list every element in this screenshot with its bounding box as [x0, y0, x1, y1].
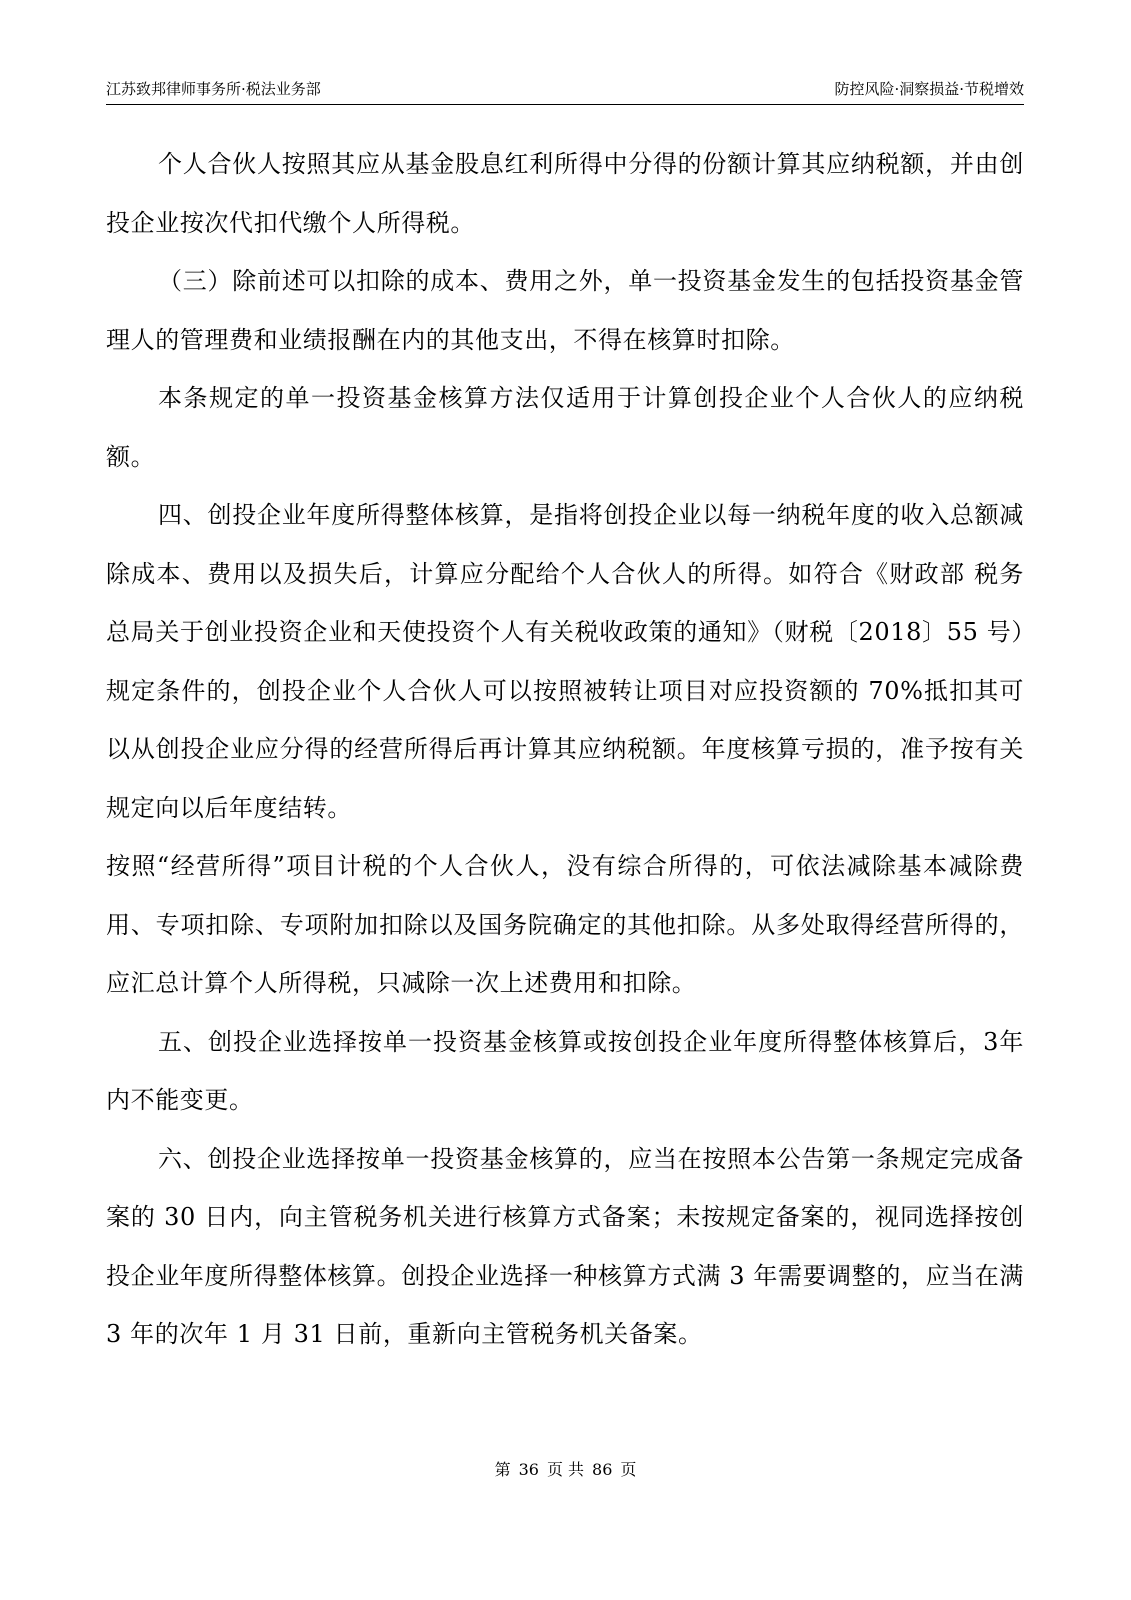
- paragraph-dividend-tax: 个人合伙人按照其应从基金股息红利所得中分得的份额计算其应纳税额，并由创投企业按次代扣代缴个人所得税。: [106, 150, 1024, 237]
- paragraph-non-deductible-expenses: （三）除前述可以扣除的成本、费用之外，单一投资基金发生的包括投资基金管理人的管理费和业绩报酬在内的其他支出，不得在核算时扣除。: [106, 267, 1024, 354]
- page-footer: [0, 1458, 1131, 1482]
- footer-middle: 页 共: [546, 1460, 585, 1479]
- paragraph-business-income-deductions: 按照“经营所得”项目计税的个人合伙人，没有综合所得的，可依法减除基本减除费用、专项扣除、专项附加扣除以及国务院确定的其他扣除。从多处取得经营所得的，应汇总计算个人所得税，只减除一次上述费用和扣除。: [106, 852, 1024, 997]
- footer-total-pages: 86: [592, 1460, 613, 1479]
- paragraph-filing-requirements: 六、创投企业选择按单一投资基金核算的，应当在按照本公告第一条规定完成备案的 30 日内，向主管税务机关进行核算方式备案；未按规定备案的，视同选择按创投企业年度所得整体核算。创投企业选择一种核算方式满 3 年需要调整的，应当在满 3 年的次年 1 月 31 日前，重新向主管税务机关备案。: [106, 1144, 1024, 1348]
- footer-prefix: 第: [494, 1460, 511, 1479]
- page-header: [106, 76, 1024, 105]
- header-firm-name: 江苏致邦律师事务所·税法业务部: [106, 80, 321, 98]
- paragraph-annual-overall-accounting: 四、创投企业年度所得整体核算，是指将创投企业以每一纳税年度的收入总额减除成本、费用以及损失后，计算应分配给个人合伙人的所得。如符合《财政部 税务总局关于创业投资企业和天使投资个人有关税收政策的通知》（财税〔2018〕55 号）规定条件的，创投企业个人合伙人可以按照被转让项目对应投资额的 70%抵扣其可以从创投企业应分得的经营所得后再计算其应纳税额。年度核算亏损的，准予按有关规定向以后年度结转。: [106, 501, 1024, 822]
- paragraph-single-fund-scope: 本条规定的单一投资基金核算方法仅适用于计算创投企业个人合伙人的应纳税额。: [106, 384, 1024, 471]
- header-slogan: 防控风险·洞察损益·节税增效: [834, 80, 1024, 98]
- footer-page-number: 36: [518, 1460, 539, 1479]
- paragraph-method-lock-period: 五、创投企业选择按单一投资基金核算或按创投企业年度所得整体核算后，3年内不能变更。: [106, 1027, 1024, 1114]
- footer-suffix: 页: [620, 1460, 637, 1479]
- document-body: [106, 135, 1024, 1364]
